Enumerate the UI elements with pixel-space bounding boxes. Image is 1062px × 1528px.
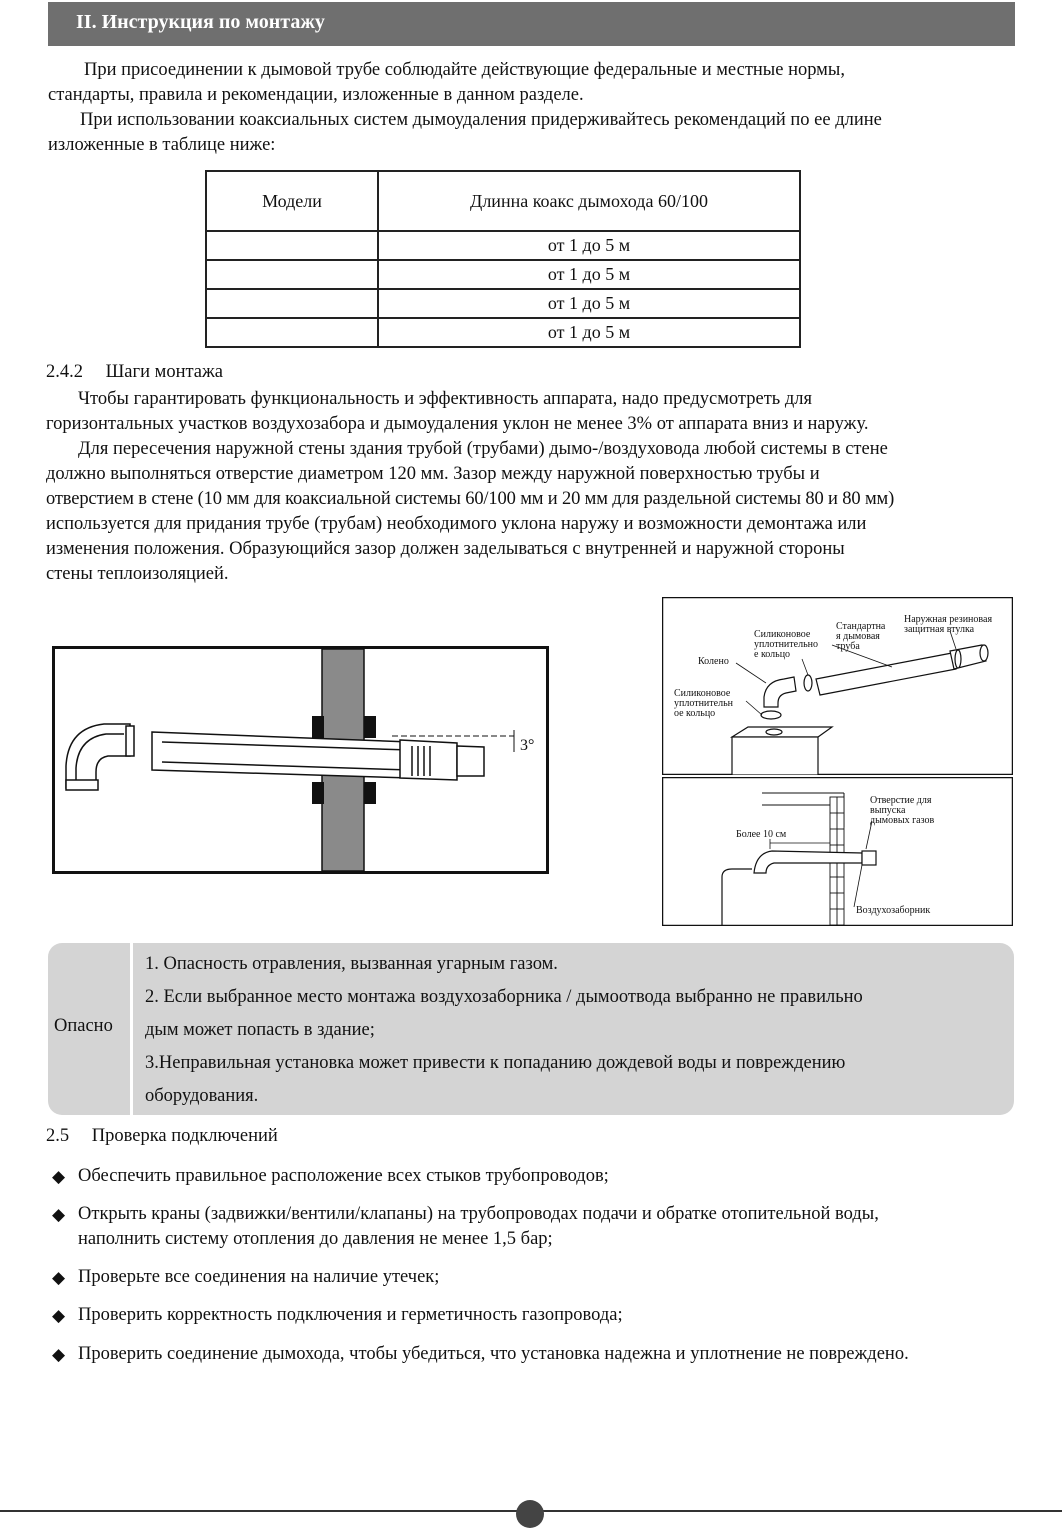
- checks-title: Проверка подключений: [91, 1126, 278, 1146]
- check-item: [52, 1202, 879, 1252]
- check-item: [52, 1342, 909, 1367]
- boiler-top: [732, 727, 832, 775]
- label-seal-upper: уплотнительно: [754, 639, 818, 650]
- table-header-row: [206, 171, 800, 231]
- label-outlet: дымовых газов: [870, 815, 935, 826]
- table-row: [206, 260, 800, 289]
- steps-line: используется для придания трубе (трубам) необходимого уклона наружу и возможности демонтажа или: [46, 514, 867, 534]
- intro-p2-line1: При использовании коаксиальных систем дымоудаления придерживайтесь рекомендаций по ее длине: [80, 110, 882, 130]
- danger-line: 1. Опасность отравления, вызванная угарным газом.: [145, 954, 558, 974]
- label-seal-upper: е кольцо: [754, 649, 791, 660]
- check-item: [52, 1164, 609, 1189]
- table-header-models: Модели: [206, 171, 378, 231]
- label-distance: Более 10 см: [736, 829, 787, 840]
- steps-line: должно выполняться отверстие диаметром 120 мм. Зазор между наружной поверхностью трубы и: [46, 464, 820, 484]
- check-item: [52, 1303, 623, 1328]
- label-elbow: Колено: [698, 656, 729, 667]
- steps-line: горизонтальных участков воздухозабора и дымоудаления уклон не менее 3% от аппарата вниз и наружу.: [46, 414, 869, 434]
- table-cell: от 1 до 5 м: [378, 260, 800, 289]
- diamond-bullet-icon: ◆: [52, 1205, 66, 1224]
- steps-heading: [46, 362, 223, 383]
- label-seal-lower: Силиконовое: [674, 688, 731, 699]
- label-sleeve: защитная втулка: [904, 624, 975, 635]
- page-number-badge: [516, 1500, 544, 1528]
- steps-line: изменения положения. Образующийся зазор должен заделываться с внутренней и наружной стороны: [46, 539, 845, 559]
- chimney-length-table: [205, 170, 801, 348]
- intro-p2-line2: изложенные в таблице ниже:: [48, 135, 276, 155]
- pipe-kit-diagram: [662, 597, 1013, 775]
- table-cell: от 1 до 5 м: [378, 318, 800, 347]
- check-item: [52, 1265, 439, 1290]
- danger-divider: [130, 943, 133, 1115]
- label-outlet: Отверстие для: [870, 795, 932, 806]
- section-title: II. Инструкция по монтажу: [76, 11, 325, 33]
- check-item-text: Обеспечить правильное расположение всех стыков трубопроводов;: [78, 1166, 609, 1186]
- danger-label: Опасно: [54, 1016, 113, 1036]
- steps-line: Для пересечения наружной стены здания трубой (трубами) дымо-/воздуховода любой системы в стене: [78, 439, 888, 459]
- section-header: [48, 2, 1015, 46]
- checks-number: 2.5: [46, 1126, 70, 1146]
- check-item-text: Проверьте все соединения на наличие утечек;: [78, 1267, 440, 1287]
- table-cell: [206, 231, 378, 260]
- label-seal-lower: уплотнительн: [674, 698, 733, 709]
- diamond-bullet-icon: ◆: [52, 1268, 66, 1287]
- check-item-text: наполнить систему отопления до давления не менее 1,5 бар;: [78, 1229, 553, 1249]
- table-cell: от 1 до 5 м: [378, 231, 800, 260]
- table-row: [206, 231, 800, 260]
- diamond-bullet-icon: ◆: [52, 1167, 66, 1186]
- check-item-text: Открыть краны (задвижки/вентили/клапаны) на трубопроводах подачи и обратке отопительной воды,: [78, 1204, 879, 1224]
- danger-line: оборудования.: [145, 1086, 259, 1106]
- steps-line: стены теплоизоляцией.: [46, 564, 229, 584]
- table-cell: от 1 до 5 м: [378, 289, 800, 318]
- check-item-text: Проверить корректность подключения и герметичность газопровода;: [78, 1305, 623, 1325]
- steps-number: 2.4.2: [46, 362, 83, 382]
- label-intake: Воздухозаборник: [856, 905, 931, 916]
- danger-line: 3.Неправильная установка может привести к попаданию дождевой воды и повреждению: [145, 1053, 846, 1073]
- label-seal-lower: ое кольцо: [674, 708, 716, 719]
- diamond-bullet-icon: ◆: [52, 1306, 66, 1325]
- label-outlet: выпуска: [870, 805, 906, 816]
- steps-title: Шаги монтажа: [105, 362, 223, 382]
- intro-p1-line2: стандарты, правила и рекомендации, изложенные в данном разделе.: [48, 85, 584, 105]
- table-cell: [206, 318, 378, 347]
- steps-line: отверстием в стене (10 мм для коаксиальной системы 60/100 мм и 20 мм для раздельной системы 80 и 80 мм): [46, 489, 895, 509]
- table-row: [206, 289, 800, 318]
- label-seal-upper: Силиконовое: [754, 629, 811, 640]
- danger-line: дым может попасть в здание;: [145, 1020, 375, 1040]
- diamond-bullet-icon: ◆: [52, 1345, 66, 1364]
- label-pipe: я дымовая: [836, 631, 880, 642]
- wall-pipe-diagram: [52, 646, 550, 876]
- checks-heading: [46, 1126, 278, 1147]
- intro-p1-line1: При присоединении к дымовой трубе соблюдайте действующие федеральные и местные нормы,: [84, 60, 845, 80]
- danger-line: 2. Если выбранное место монтажа воздухозаборника / дымоотвода выбранно не правильно: [145, 987, 863, 1007]
- table-row: [206, 318, 800, 347]
- table-header-length: Длинна коакс дымохода 60/100: [378, 171, 800, 231]
- label-pipe: труба: [836, 641, 860, 652]
- check-item-text: Проверить соединение дымохода, чтобы убедиться, что установка надежна и уплотнение не повреждено.: [78, 1344, 909, 1364]
- label-pipe: Стандартна: [836, 621, 886, 632]
- angle-label: 3°: [520, 737, 535, 754]
- table-cell: [206, 289, 378, 318]
- table-cell: [206, 260, 378, 289]
- installation-diagram: [662, 777, 1013, 926]
- label-sleeve: Наружная резиновая: [904, 614, 993, 625]
- steps-line: Чтобы гарантировать функциональность и эффективность аппарата, надо предусмотреть для: [78, 389, 813, 409]
